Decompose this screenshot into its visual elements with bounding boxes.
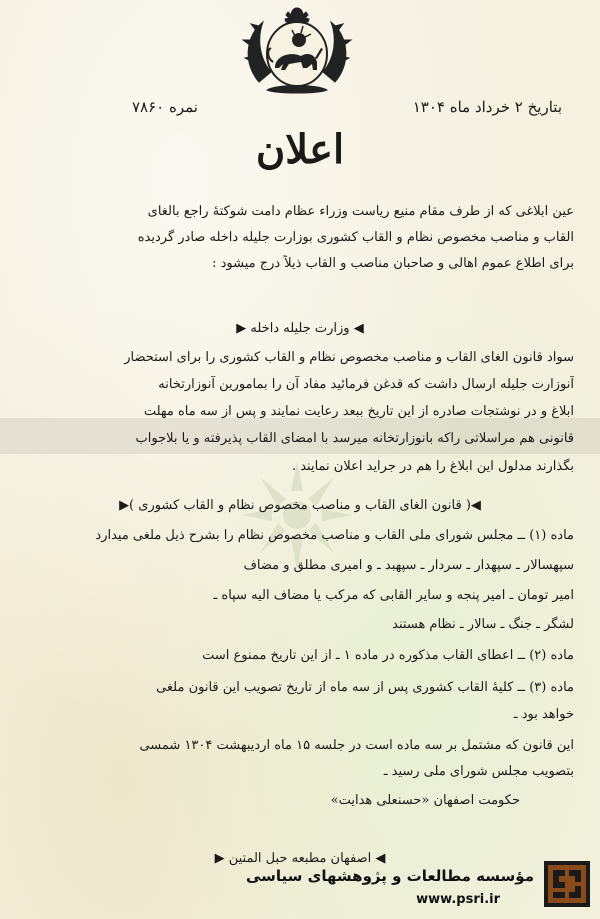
law-line: ماده (۱) ــ مجلس شورای ملی القاب و مناصب مخصوص نظام را بشرح ذیل ملغی میدارد [95, 528, 574, 543]
law-line: بتصویب مجلس شورای ملی رسید ـ [383, 764, 574, 779]
law-line: لشگر ـ جنگ ـ سالار ـ نظام هستند [392, 617, 574, 632]
watermark-institute-name: مؤسسه مطالعات و پژوهشهای سیاسی [245, 867, 534, 885]
law-line: سپهسالار ـ سپهدار ـ سردار ـ سپهبد ـ و امیری مطلق و مضاف [243, 558, 574, 573]
document-number: نمره ۷۸۶۰ [132, 98, 198, 116]
document-date: بتاریخ ۲ خرداد ماه ۱۳۰۴ [412, 98, 562, 116]
law-heading-text: قانون الغای القاب و مناصب مخصوص نظام و القاب کشوری [138, 498, 462, 513]
law-line: خواهد بود ـ [513, 707, 574, 722]
intro-line: عین ابلاغی که از طرف مقام منیع ریاست وزراء عظام دامت شوکتهٔ راجع بالغای [147, 204, 574, 219]
printer-text: اصفهان مطبعه حبل المتین [228, 851, 372, 866]
intro-line: برای اطلاع عموم اهالی و صاحبان مناصب و القاب ذیلاً درج میشود : [212, 256, 574, 271]
section-body-line: ابلاغ و در نوشتجات صادره از این تاریخ ببعد رعایت نمایند و پس از سه ماه مهلت [143, 404, 574, 419]
signature: حکومت اصفهان «حسنعلی هدایت» [330, 793, 520, 808]
law-line: ماده (۳) ــ کلیهٔ القاب کشوری پس از سه ماه از تاریخ تصویب این قانون ملغی [156, 680, 574, 695]
psri-logo-icon [544, 861, 590, 907]
section-heading-text: وزارت جلیله داخله [250, 321, 350, 336]
printer-line: ◀ اصفهان مطبعه حبل المتین ▶ [214, 851, 386, 866]
law-line: این قانون که مشتمل بر سه ماده است در جلسه ۱۵ ماه اردیبهشت ۱۳۰۴ شمسی [139, 738, 574, 753]
watermark-url: www.psri.ir [416, 892, 500, 907]
intro-line: القاب و مناصب مخصوص نظام و القاب کشوری بوزارت جلیله داخله صادر گردیده [137, 230, 574, 245]
law-line: ماده (۲) ــ اعطای القاب مذکوره در ماده ۱ ـ از این تاریخ ممنوع است [202, 648, 574, 663]
lion-and-sun-emblem-icon [237, 2, 357, 98]
section-body-line: آنوزارت جلیله ارسال داشت که قدغن فرمائید مفاد آن را بمامورین آنوزارتخانه [158, 377, 574, 392]
law-line: امیر تومان ـ امیر پنجه و سایر القابی که مرکب یا مضاف الیه سپاه ـ [213, 588, 574, 603]
section-body-line: بگذارند مدلول این ابلاغ را هم در جراید اعلان نمایند . [291, 459, 574, 474]
law-heading: ◀( قانون الغای القاب و مناصب مخصوص نظام و القاب کشوری )▶ [119, 498, 481, 513]
section-body-line: قانونی هم مراسلاتی راکه بانوزارتخانه میرسد با امضای القاب پذیرفته و یا بلاجواب [135, 431, 574, 446]
section-body-line: سواد قانون الغای القاب و مناصب مخصوص نظام و القاب کشوری را برای استحضار [124, 350, 574, 365]
section-heading: ◀ وزارت جلیله داخله ▶ [236, 321, 364, 336]
document-title: اعلان [255, 126, 345, 173]
